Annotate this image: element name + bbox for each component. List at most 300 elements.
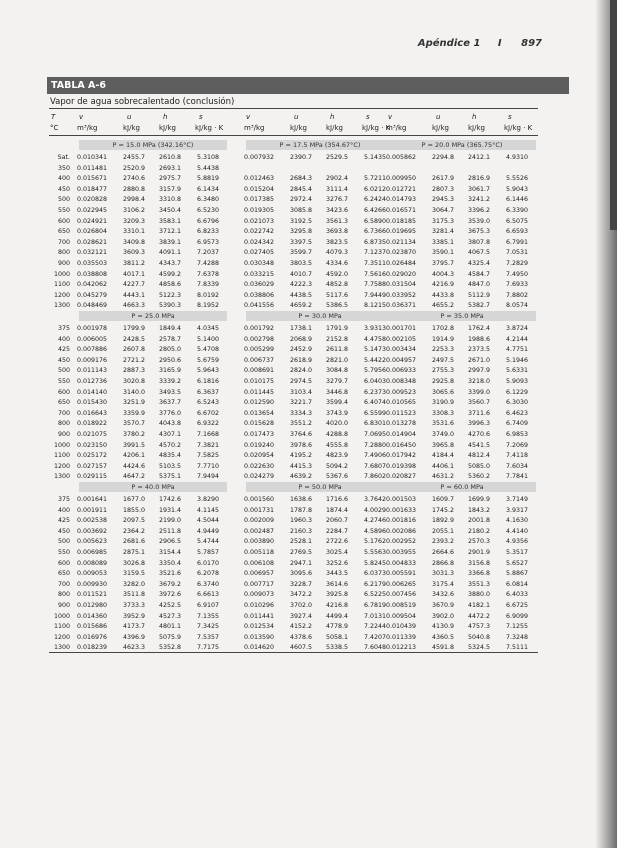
value-cell: 5375.1 (159, 473, 182, 481)
value-cell: 7.2829 (506, 260, 529, 267)
value-cell: 4307.1 (159, 431, 182, 438)
value-cell: 0.027157 (77, 462, 108, 470)
value-cell: 7.1355 (197, 612, 220, 620)
value-cell: 0.014620 (244, 644, 275, 652)
value-cell: 2664.6 (432, 549, 455, 556)
value-cell: 0.011441 (244, 612, 275, 620)
value-cell: 0.001641 (77, 496, 108, 503)
value-cell: 6.3390 (506, 207, 529, 214)
value-cell: 2284.7 (326, 527, 349, 535)
value-cell: 3385.1 (432, 238, 455, 246)
value-cell: 2824.0 (290, 367, 313, 375)
value-cell: 2845.4 (290, 185, 313, 193)
value-cell: 0.022742 (244, 228, 275, 236)
value-cell: 4541.5 (468, 441, 491, 449)
col-symbol-T: T (51, 113, 56, 121)
value-cell: 5.7211 (364, 175, 387, 183)
value-cell: 0.018922 (77, 420, 108, 428)
value-cell: 0.019240 (244, 441, 275, 449)
temperature-cell: 400 (57, 335, 70, 343)
value-cell: 1988.6 (468, 335, 491, 343)
temperature-cell: 500 (57, 196, 70, 204)
value-cell: 2610.8 (159, 154, 182, 161)
value-cell: 3733.3 (123, 602, 146, 609)
temperature-cell: 1300 (53, 473, 70, 481)
value-cell: 6.5225 (364, 591, 387, 599)
value-cell: 0.005299 (244, 346, 275, 354)
value-cell: 7.7841 (506, 473, 529, 481)
value-cell: 0.011445 (244, 388, 275, 396)
value-cell: 0.041556 (244, 302, 275, 310)
value-cell: 4.9449 (197, 527, 220, 535)
value-cell: 3902.0 (432, 612, 455, 620)
value-cell: 7.2069 (506, 441, 529, 449)
value-cell: 5.8245 (364, 559, 387, 567)
value-cell: 0.035503 (77, 260, 108, 267)
value-cell: 5.3108 (197, 154, 220, 161)
value-cell: 5.7956 (364, 367, 387, 375)
temperature-cell: 900 (57, 431, 70, 438)
value-cell: 3780.2 (123, 431, 146, 438)
value-cell: 4406.1 (432, 462, 455, 470)
value-cell: 0.036371 (386, 302, 417, 310)
value-cell: 0.012463 (244, 175, 275, 183)
value-cell: 3310.8 (159, 196, 182, 204)
value-cell: 1914.9 (432, 335, 455, 343)
value-cell: 4396.9 (123, 633, 146, 641)
value-cell: 4415.3 (290, 462, 313, 470)
value-cell: 5324.5 (468, 644, 491, 652)
value-cell: 3511.8 (123, 591, 146, 599)
value-cell: 6.5075 (506, 217, 529, 225)
value-cell: 2755.3 (432, 367, 455, 375)
value-cell: 1874.4 (326, 506, 349, 514)
value-cell: 3165.9 (159, 367, 182, 375)
value-cell: 7.4950 (506, 270, 529, 278)
value-cell: 6.7991 (506, 238, 529, 246)
value-cell: 5.3517 (506, 549, 529, 556)
value-cell: 0.032121 (77, 249, 108, 257)
pressure-header: P = 50.0 MPa (246, 482, 394, 492)
col-symbol: s (366, 113, 370, 121)
value-cell: 3670.9 (432, 602, 455, 609)
value-cell: 2945.3 (432, 196, 455, 204)
value-cell: 7.8339 (197, 281, 220, 289)
value-cell: 3599.4 (326, 399, 349, 407)
value-cell: 3570.7 (123, 420, 146, 428)
value-cell: 2617.9 (432, 175, 455, 183)
value-cell: 0.009504 (386, 612, 417, 620)
value-cell: 7.6807 (364, 462, 387, 470)
value-cell: 4222.3 (290, 281, 313, 289)
value-cell: 5390.3 (159, 302, 182, 310)
value-cell: 6.0170 (197, 559, 220, 567)
value-cell: 3972.6 (159, 591, 182, 599)
value-cell: 4270.6 (468, 431, 491, 438)
value-cell: 2671.0 (468, 356, 491, 364)
value-cell: 1716.6 (326, 496, 349, 503)
value-cell: 5085.0 (468, 462, 491, 470)
value-cell: 2998.4 (123, 196, 146, 204)
value-cell: 2769.5 (290, 549, 313, 556)
value-cell: 0.018185 (386, 217, 417, 225)
value-cell: 3085.8 (290, 207, 313, 214)
value-cell: 0.023150 (77, 441, 108, 449)
value-cell: 5.9643 (197, 367, 220, 375)
value-cell: 3521.6 (159, 570, 182, 578)
value-cell: 1791.9 (326, 325, 349, 332)
value-cell: 8.1952 (197, 302, 220, 310)
value-cell: 4757.3 (468, 623, 491, 631)
value-cell: 1799.9 (123, 325, 146, 332)
value-cell: 0.001792 (244, 325, 275, 332)
value-cell: 5386.5 (326, 302, 349, 310)
value-cell: 5112.9 (468, 291, 491, 299)
value-cell: 0.012590 (244, 399, 275, 407)
temperature-cell: 1200 (53, 291, 70, 299)
value-cell: 6.2179 (364, 580, 387, 588)
col-symbol: v (388, 113, 393, 121)
value-cell: 0.014904 (386, 431, 417, 438)
value-cell: 7.2244 (364, 623, 387, 631)
value-cell: 7.1255 (506, 623, 529, 631)
value-cell: 4173.7 (123, 623, 146, 631)
value-cell: 0.038808 (77, 270, 108, 278)
value-cell: 3795.7 (432, 260, 455, 267)
value-cell: 7.3511 (364, 260, 387, 267)
value-cell: 0.006933 (386, 367, 417, 375)
value-cell: 7.5616 (364, 270, 387, 278)
value-cell: 2947.1 (290, 559, 313, 567)
value-cell: 3952.9 (123, 612, 146, 620)
value-cell: 6.9322 (197, 420, 220, 428)
temperature-cell: 550 (57, 549, 70, 556)
value-cell: 6.3637 (197, 388, 220, 396)
page-edge-dark (610, 0, 617, 230)
value-cell: 5075.9 (159, 633, 182, 641)
value-cell: 6.5243 (197, 399, 220, 407)
value-cell: 4631.2 (432, 473, 455, 481)
value-cell: 0.012736 (77, 378, 108, 385)
temperature-cell: 800 (57, 249, 70, 257)
value-cell: 0.011481 (77, 164, 108, 172)
value-cell: 0.004957 (386, 356, 417, 364)
value-cell: 3539.0 (468, 217, 491, 225)
value-cell: 4.2746 (364, 517, 387, 525)
table-label: TABLA A-6 (51, 80, 106, 91)
value-cell: 4858.6 (159, 281, 182, 289)
value-cell: 3397.5 (290, 238, 313, 246)
value-cell: 3702.0 (290, 602, 313, 609)
value-cell: 3095.6 (290, 570, 313, 578)
value-cell: 2180.2 (468, 527, 491, 535)
value-cell: 2412.1 (468, 154, 491, 161)
value-cell: 6.0373 (364, 570, 387, 578)
value-cell: 0.014793 (386, 196, 417, 204)
value-cell: 3.8290 (197, 496, 220, 503)
value-cell: 2607.8 (123, 346, 146, 354)
value-cell: 7.4288 (197, 260, 220, 267)
value-cell: 8.0192 (197, 291, 220, 299)
temperature-cell: 1100 (53, 623, 70, 631)
value-cell: 2901.9 (468, 549, 491, 556)
value-cell: 1742.6 (159, 496, 182, 503)
value-cell: 7.5111 (506, 644, 529, 652)
value-cell: 4801.1 (159, 623, 182, 631)
value-cell: 3026.8 (123, 559, 146, 567)
value-cell: 2528.1 (290, 538, 313, 546)
value-cell: 2393.2 (432, 538, 455, 546)
value-cell: 4555.8 (326, 441, 349, 449)
value-cell: 2570.3 (468, 538, 491, 546)
value-cell: 5.8867 (506, 570, 529, 578)
value-cell: 3279.7 (326, 378, 349, 385)
value-cell: 0.042062 (77, 281, 108, 289)
value-cell: 1787.8 (290, 506, 313, 514)
value-cell: 3192.5 (290, 217, 313, 225)
value-cell: 3228.7 (290, 580, 313, 588)
pressure-header: P = 60.0 MPa (388, 482, 536, 492)
value-cell: 0.012721 (386, 185, 417, 193)
value-cell: 6.9853 (506, 431, 529, 438)
value-cell: 0.019398 (386, 462, 417, 470)
value-cell: 6.3480 (197, 196, 220, 204)
value-cell: 1677.0 (123, 496, 146, 503)
value-cell: 2199.0 (159, 517, 182, 525)
value-cell: 0.023870 (386, 249, 417, 257)
value-cell: 3472.2 (290, 591, 313, 599)
value-cell: 2294.8 (432, 154, 455, 161)
value-cell: 5094.2 (326, 462, 349, 470)
col-unit: m³/kg (386, 124, 407, 132)
value-cell: 2972.4 (290, 196, 313, 204)
value-cell: 0.024921 (77, 217, 108, 225)
value-cell: 3175.4 (432, 580, 455, 588)
value-cell: 0.016571 (386, 207, 417, 214)
value-cell: 6.6796 (197, 217, 220, 225)
value-cell: 6.9107 (197, 602, 220, 609)
value-cell: 2816.9 (468, 175, 491, 183)
value-cell: 7.0131 (364, 612, 387, 620)
value-cell: 6.0403 (364, 378, 387, 385)
value-cell: 4443.1 (123, 291, 146, 299)
table-caption: Vapor de agua sobrecalentado (conclusión) (50, 97, 235, 107)
value-cell: 0.002105 (386, 335, 417, 343)
value-cell: 3.7149 (506, 496, 529, 503)
header-separator: I (497, 38, 502, 49)
value-cell: 3991.5 (123, 441, 146, 449)
value-cell: 5.9093 (506, 378, 529, 385)
value-cell: 7.5357 (197, 633, 220, 641)
value-cell: 5117.6 (326, 291, 349, 299)
value-cell: 3396.2 (468, 207, 491, 214)
value-cell: 1745.2 (432, 506, 455, 514)
value-cell: 0.010341 (77, 154, 108, 161)
value-cell: 6.0814 (506, 580, 529, 588)
col-unit: kJ/kg · K (362, 124, 391, 132)
value-cell: 0.026484 (386, 260, 417, 267)
value-cell: 4847.0 (468, 281, 491, 289)
value-cell: 3823.5 (326, 238, 349, 246)
value-cell: 0.027405 (244, 249, 275, 257)
pressure-header: P = 15.0 MPa (342.16°C) (79, 140, 227, 150)
value-cell: 0.011521 (77, 591, 108, 599)
value-cell: 0.018477 (77, 185, 108, 193)
value-cell: 4591.8 (432, 644, 455, 652)
value-cell: 4184.4 (432, 452, 455, 460)
value-cell: 1702.8 (432, 325, 455, 332)
value-cell: 1843.2 (468, 506, 491, 514)
value-cell: 0.021075 (77, 431, 108, 438)
value-cell: 2373.5 (468, 346, 491, 354)
value-cell: 0.003692 (77, 527, 108, 535)
col-unit: kJ/kg (468, 124, 485, 132)
value-cell: 3996.3 (468, 420, 491, 428)
value-cell: 0.007717 (244, 580, 275, 588)
col-unit: m³/kg (244, 124, 265, 132)
value-cell: 5040.8 (468, 633, 491, 641)
value-cell: 0.015671 (77, 175, 108, 183)
value-cell: 2364.2 (123, 527, 146, 535)
value-cell: 4.9356 (506, 538, 529, 546)
value-cell: 0.025172 (77, 452, 108, 460)
value-cell: 7.4118 (506, 452, 529, 460)
value-cell: 3764.6 (290, 431, 313, 438)
value-cell: 0.005623 (77, 538, 108, 546)
value-cell: 1849.4 (159, 325, 182, 332)
value-cell: 0.045279 (77, 291, 108, 299)
col-symbol: u (436, 113, 441, 121)
value-cell: 3712.1 (159, 228, 182, 236)
value-cell: 0.018239 (77, 644, 108, 652)
value-cell: 0.008089 (77, 559, 108, 567)
value-cell: 5.1762 (364, 538, 387, 546)
value-cell: 0.011523 (386, 409, 417, 417)
value-cell: 3064.7 (432, 207, 455, 214)
value-cell: 6.6702 (197, 409, 220, 417)
temperature-cell: 450 (57, 527, 70, 535)
value-cell: 4472.2 (468, 612, 491, 620)
value-cell: 2390.7 (290, 154, 313, 161)
temperature-cell: 1200 (53, 462, 70, 470)
value-cell: 0.006737 (244, 356, 275, 364)
value-cell: 2875.1 (123, 549, 146, 556)
value-cell: 5.7857 (197, 549, 220, 556)
value-cell: 2693.1 (159, 164, 182, 172)
value-cell: 4499.4 (326, 612, 349, 620)
value-cell: 5.1946 (506, 356, 529, 364)
value-cell: 7.7588 (364, 281, 387, 289)
value-cell: 2880.8 (123, 185, 146, 193)
value-cell: 0.002487 (244, 527, 275, 535)
value-cell: 6.6613 (197, 591, 220, 599)
value-cell: 4206.1 (123, 452, 146, 460)
value-cell: 0.015430 (77, 399, 108, 407)
pressure-header: P = 17.5 MPa (354.67°C) (246, 140, 394, 150)
value-cell: 6.2078 (197, 570, 220, 578)
temperature-cell: 600 (57, 388, 70, 396)
value-cell: 3811.2 (123, 260, 146, 267)
temperature-cell: 1100 (53, 452, 70, 460)
value-cell: 7.0695 (364, 431, 387, 438)
value-cell: 3154.4 (159, 549, 182, 556)
value-cell: 3334.3 (290, 409, 313, 417)
value-cell: 3965.8 (432, 441, 455, 449)
value-cell: 3157.9 (159, 185, 182, 193)
value-cell: 5.1435 (364, 154, 387, 161)
value-cell: 3140.0 (123, 388, 146, 396)
value-cell: 2681.6 (123, 538, 146, 546)
value-cell: 2578.7 (159, 335, 182, 343)
value-cell: 5.6759 (197, 356, 220, 364)
col-unit: kJ/kg (432, 124, 449, 132)
value-cell: 3175.3 (432, 217, 455, 225)
value-cell: 1699.9 (468, 496, 491, 503)
temperature-cell: 800 (57, 420, 70, 428)
value-cell: 3560.7 (468, 399, 491, 407)
value-cell: 7.3425 (197, 623, 220, 631)
value-cell: 0.006957 (244, 570, 275, 578)
temperature-cell: 550 (57, 207, 70, 214)
value-cell: 0.008348 (386, 378, 417, 385)
value-cell: 0.048469 (77, 302, 108, 310)
value-cell: 3880.0 (468, 591, 491, 599)
value-cell: 2511.8 (159, 527, 182, 535)
value-cell: 2068.9 (290, 335, 313, 343)
value-cell: 7.4207 (364, 633, 387, 641)
section-title: Apéndice 1 (417, 38, 481, 49)
value-cell: 1738.1 (290, 325, 313, 332)
value-cell: 2821.0 (326, 356, 349, 364)
pressure-header: P = 30.0 MPa (246, 311, 394, 321)
value-cell: 2611.8 (326, 346, 349, 354)
value-cell: 3743.9 (326, 409, 349, 417)
value-cell: 4584.7 (468, 270, 491, 278)
value-cell: 3978.6 (290, 441, 313, 449)
value-cell: 2740.6 (123, 175, 146, 183)
value-cell: 7.6378 (197, 270, 220, 278)
temperature-cell: 1300 (53, 302, 70, 310)
value-cell: 3399.0 (468, 388, 491, 396)
value-cell: 2097.5 (123, 517, 146, 525)
value-cell: 4020.0 (326, 420, 349, 428)
value-cell: 2887.3 (123, 367, 146, 375)
value-cell: 7.8802 (506, 291, 529, 299)
value-cell: 4639.2 (290, 473, 313, 481)
value-cell: 3675.3 (468, 228, 491, 236)
value-cell: 6.5230 (197, 207, 220, 214)
col-unit: kJ/kg · K (195, 124, 224, 132)
value-cell: 0.001503 (386, 496, 417, 503)
value-cell: 3276.7 (326, 196, 349, 204)
value-cell: 4.4758 (364, 335, 387, 343)
value-cell: 3084.8 (326, 367, 349, 375)
temperature-cell: 1100 (53, 281, 70, 289)
value-cell: 0.022630 (244, 462, 275, 470)
value-cell: 7.9494 (197, 473, 220, 481)
value-cell: 0.033215 (244, 270, 275, 278)
value-cell: 2722.6 (326, 538, 349, 546)
value-cell: 4182.1 (468, 602, 491, 609)
pressure-header: P = 40.0 MPa (79, 482, 227, 492)
value-cell: 0.024279 (244, 473, 275, 481)
value-cell: 0.020827 (386, 473, 417, 481)
value-cell: 7.8602 (364, 473, 387, 481)
temperature-cell: 900 (57, 260, 70, 267)
value-cell: 6.0212 (364, 185, 387, 193)
value-cell: 3103.4 (290, 388, 313, 396)
col-symbol: h (330, 113, 335, 121)
